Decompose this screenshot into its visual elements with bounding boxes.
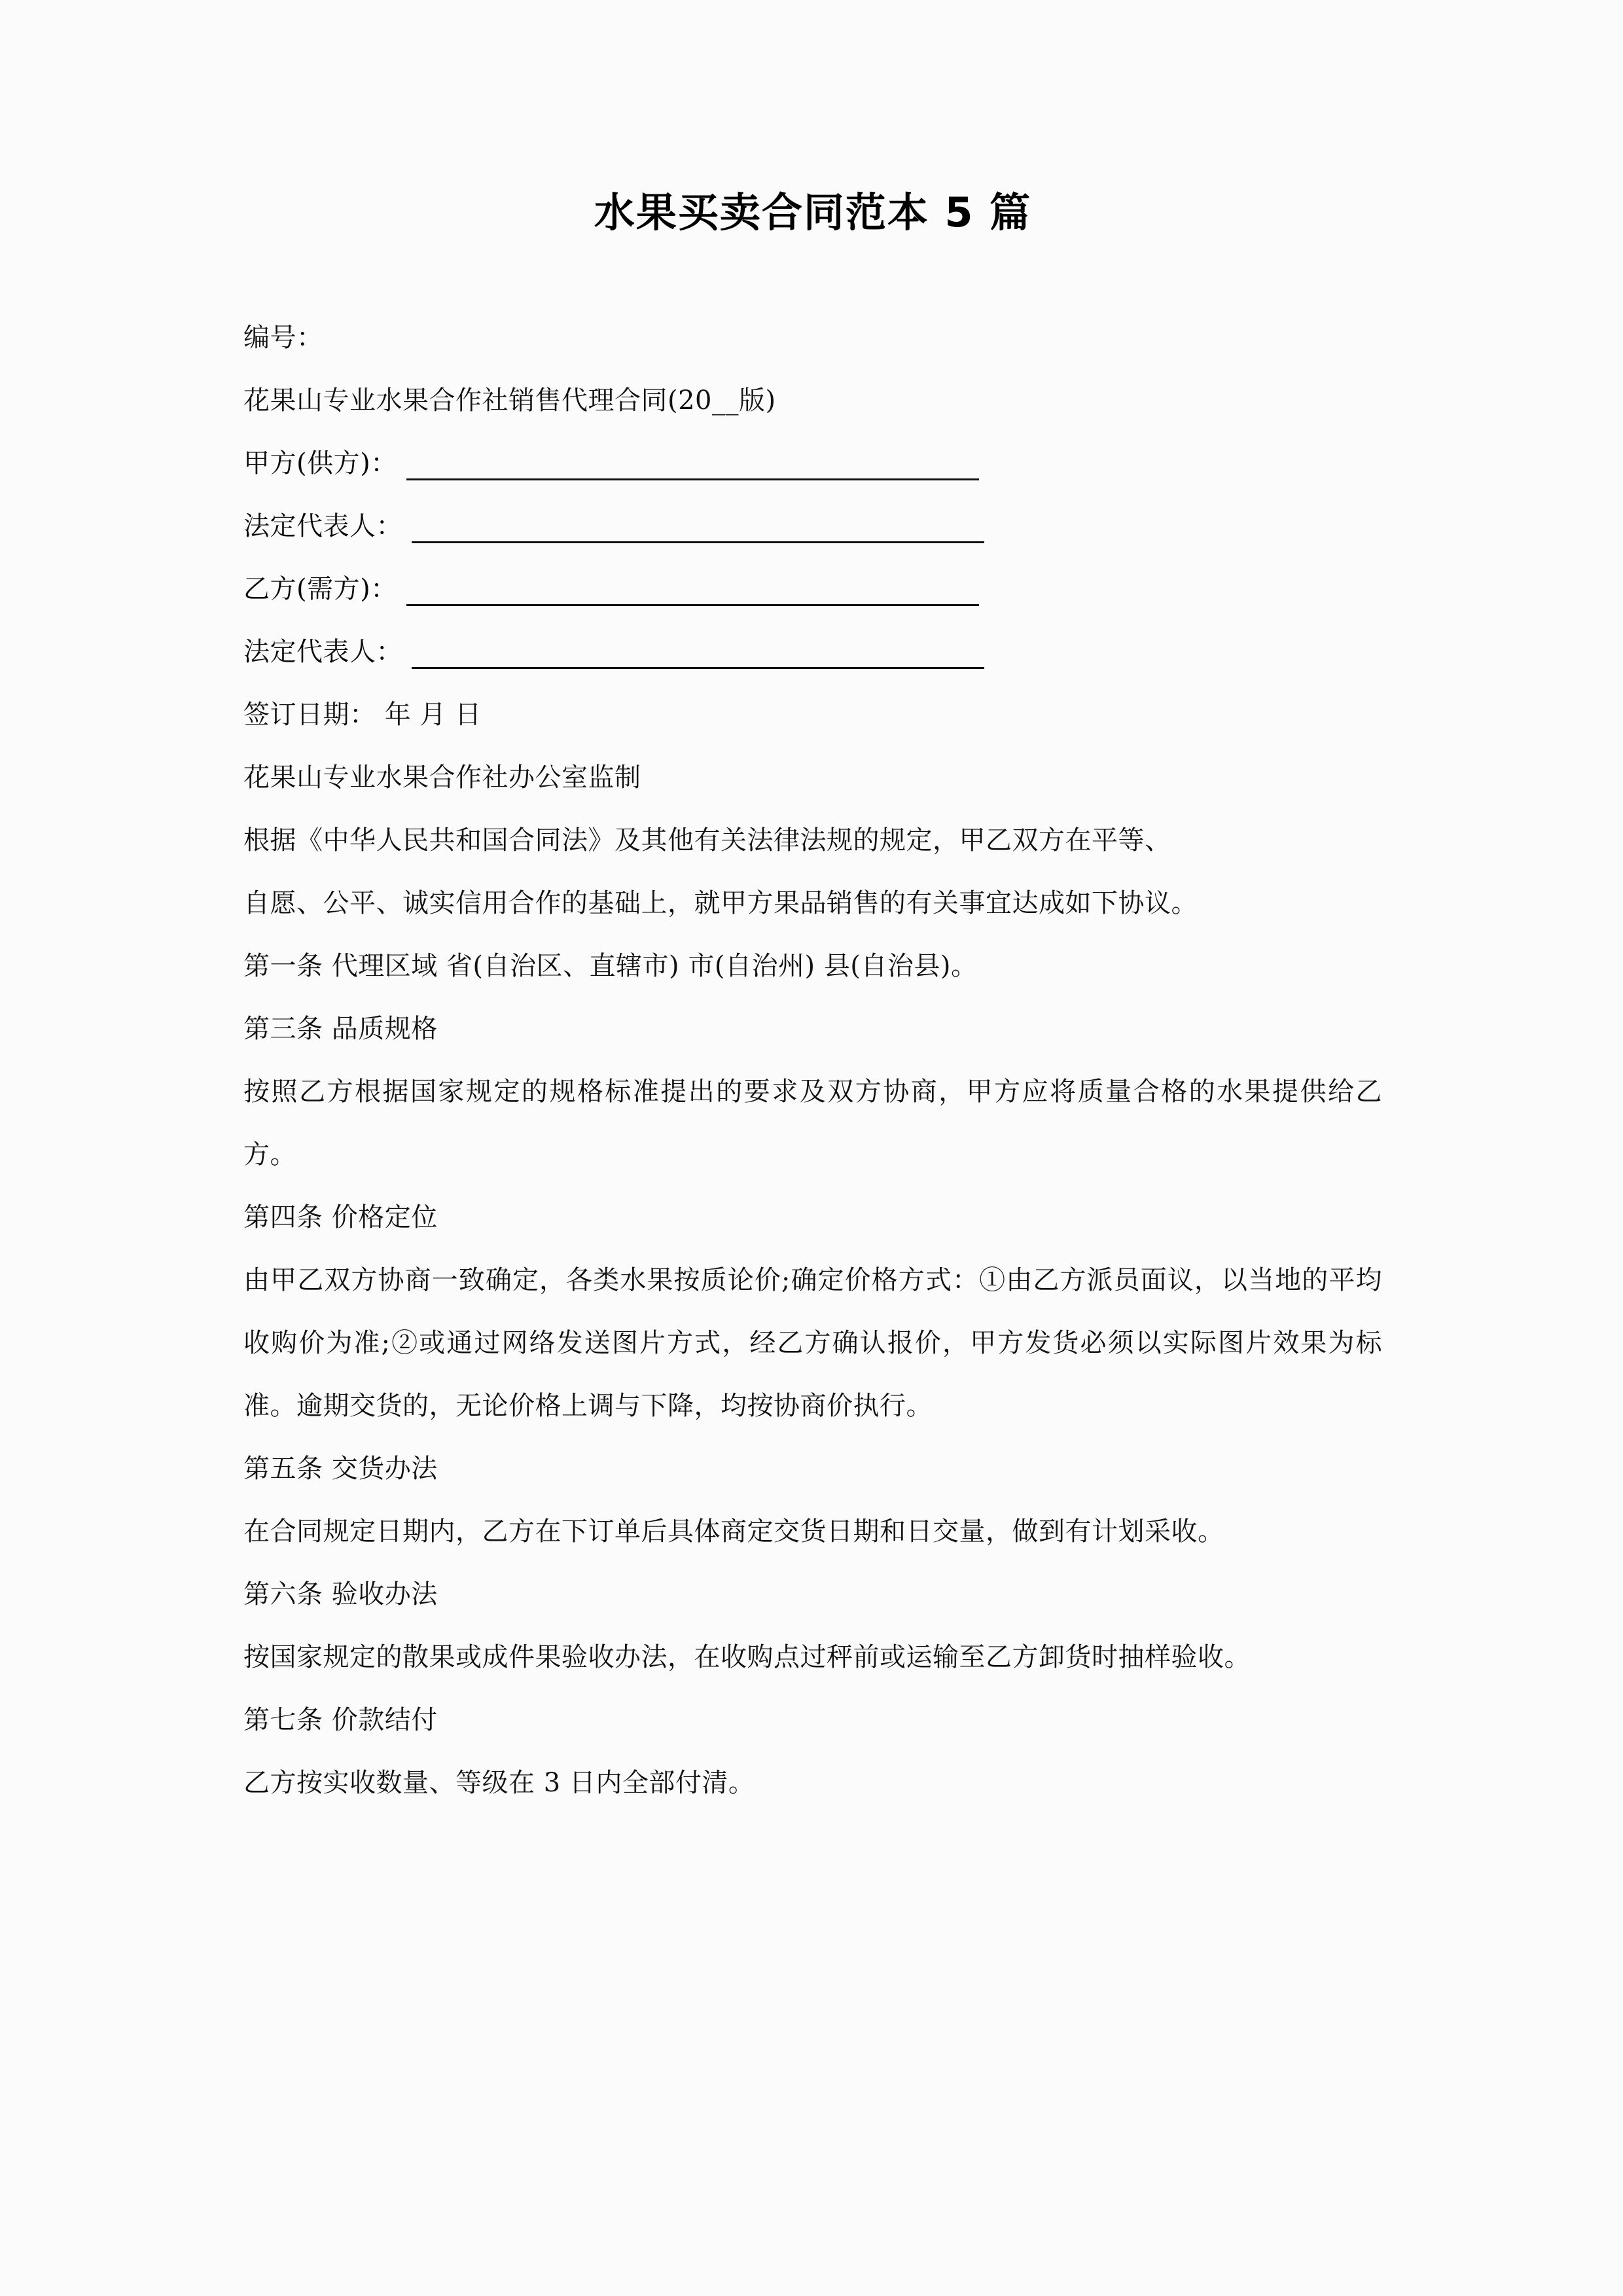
field-rule-legal-rep-a[interactable] <box>412 541 984 543</box>
preamble-line-1: 根据《中华人民共和国合同法》及其他有关法律法规的规定，甲乙双方在平等、 <box>243 825 1171 855</box>
field-rule-party-a[interactable] <box>406 478 979 480</box>
clause-body-6: 按国家规定的散果或成件果验收办法，在收购点过秤前或运输至乙方卸货时抽样验收。 <box>243 1641 1251 1672</box>
field-row-legal-rep-a <box>243 495 1382 558</box>
supervising-office-line: 花果山专业水果合作社办公室监制 <box>243 762 641 793</box>
clause-heading-4: 第四条 价格定位 <box>243 1202 438 1232</box>
clause-heading-3: 第三条 品质规格 <box>243 1013 438 1044</box>
clause-heading-5: 第五条 交货办法 <box>243 1453 438 1484</box>
signing-date-line: 签订日期： 年 月 日 <box>243 699 482 730</box>
serial-number-label: 编号： <box>243 322 323 353</box>
document-body <box>243 0 1382 1814</box>
field-rule-legal-rep-b[interactable] <box>412 667 984 669</box>
clause-heading-6: 第六条 验收办法 <box>243 1579 438 1609</box>
field-row-party-a <box>243 432 1382 495</box>
clause-body-4: 由甲乙双方协商一致确定，各类水果按质论价;确定价格方式：①由乙方派员面议，以当地的平均收购价为准;②或通过网络发送图片方式，经乙方确认报价，甲方发货必须以实际图片效果为标准。逾期交货的，无论价格上调与下降，均按协商价执行。 <box>243 1265 1382 1421</box>
field-rule-party-b[interactable] <box>406 604 979 606</box>
field-label-party-b: 乙方(需方)： <box>243 573 397 604</box>
field-label-party-a: 甲方(供方)： <box>243 448 397 478</box>
page-title: 水果买卖合同范本 5 篇 <box>594 188 1032 236</box>
preamble-line-2: 自愿、公平、诚实信用合作的基础上，就甲方果品销售的有关事宜达成如下协议。 <box>243 888 1198 918</box>
clause-body-5: 在合同规定日期内，乙方在下订单后具体商定交货日期和日交量，做到有计划采收。 <box>243 1516 1224 1547</box>
field-row-party-b <box>243 558 1382 620</box>
field-label-legal-rep-a: 法定代表人： <box>243 511 402 541</box>
contract-name-line: 花果山专业水果合作社销售代理合同(20__版) <box>243 385 776 416</box>
field-row-legal-rep-b <box>243 620 1382 683</box>
clause-body-7: 乙方按实收数量、等级在 3 日内全部付清。 <box>243 1767 755 1798</box>
clause-heading-7: 第七条 价款结付 <box>243 1704 438 1735</box>
clause-heading-1: 第一条 代理区域 省(自治区、直辖市) 市(自治州) 县(自治县)。 <box>243 950 978 981</box>
field-label-legal-rep-b: 法定代表人： <box>243 636 402 667</box>
clause-body-3: 按照乙方根据国家规定的规格标准提出的要求及双方协商，甲方应将质量合格的水果提供给乙方。 <box>243 1076 1382 1170</box>
title-spacer <box>243 238 1382 306</box>
